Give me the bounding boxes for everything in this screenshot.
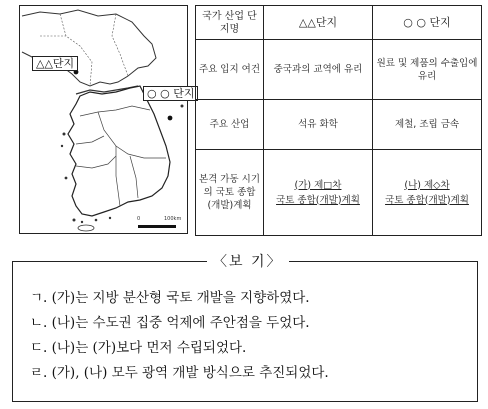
north-border [22, 10, 156, 86]
scale-km: 100km [164, 216, 182, 222]
row-industry-label: 주요 산업 [196, 100, 264, 150]
plan-a-period: (가) 제□차 [294, 179, 342, 191]
plan-a-name: 국토 종합(개발)계획 [276, 194, 360, 206]
plan-b-period: (나) 제◇차 [404, 179, 450, 191]
row-location-b: 원료 및 제품의 수출입에 유리 [373, 40, 482, 100]
row-plan-b [373, 150, 482, 236]
header-col-b: ○ ○ 단지 [373, 6, 482, 40]
marker-b [168, 116, 173, 121]
statement-rieul: ㄹ. (가), (나) 모두 광역 개발 방식으로 추진되었다. [30, 365, 329, 381]
statement-giyeok: ㄱ. (가)는 지방 분산형 국토 개발을 지향하였다. [30, 290, 310, 306]
korea-map [19, 5, 195, 234]
complex-info-table [195, 5, 482, 236]
jeju-island [78, 225, 94, 231]
row-industry-b: 제철, 조립 금속 [373, 100, 482, 150]
header-label: 국가 산업 단지명 [196, 6, 264, 40]
plan-b-name: 국토 종합(개발)계획 [385, 194, 469, 206]
statement-nieun: ㄴ. (나)는 수도권 집중 억제에 주안점을 두었다. [30, 315, 310, 331]
bogi-title: 〈보 기〉 [207, 254, 289, 270]
korea-map-drawing [20, 6, 187, 233]
row-plan-label: 본격 가동 시기의 국토 종합 (개발)계획 [196, 150, 264, 236]
scale-bar [138, 225, 176, 228]
complex-b-label: ○ ○ 단지 [143, 86, 198, 101]
header-col-a: △△단지 [264, 6, 373, 40]
row-location-a: 중국과의 교역에 유리 [264, 40, 373, 100]
statement-digeut: ㄷ. (나)는 (가)보다 먼저 수립되었다. [30, 340, 247, 356]
row-plan-a [264, 150, 373, 236]
scale-zero: 0 [137, 216, 141, 222]
row-industry-a: 석유 화학 [264, 100, 373, 150]
complex-a-label: △△단지 [32, 56, 78, 71]
row-location-label: 주요 입지 여건 [196, 40, 264, 100]
